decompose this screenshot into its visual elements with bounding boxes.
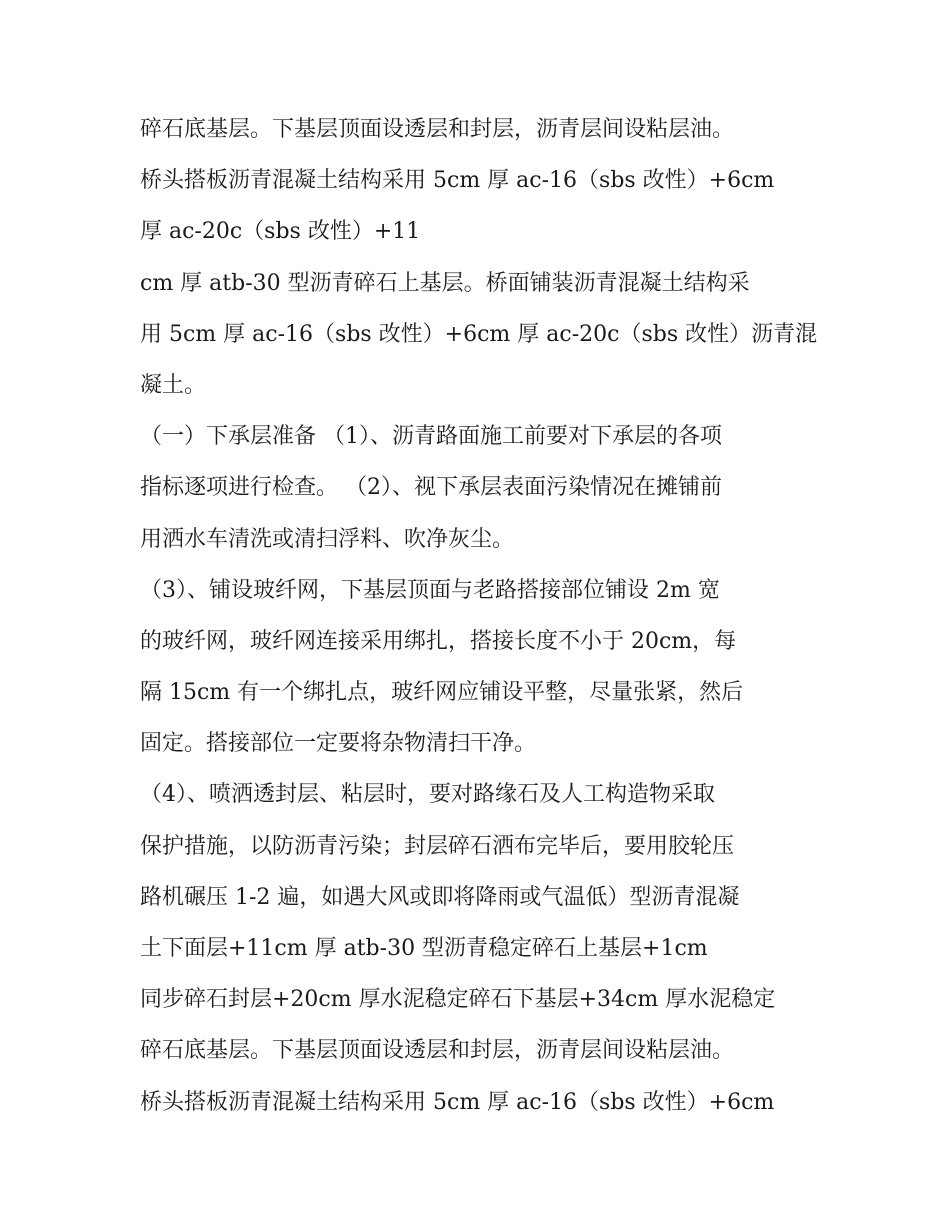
text-line: 凝土。: [140, 372, 207, 398]
text-line: （一）下承层准备 （1）、沥青路面施工前要对下承层的各项: [140, 424, 722, 450]
text-line: 同步碎石封层+20cm 厚水泥稳定碎石下基层+34cm 厚水泥稳定: [140, 987, 776, 1013]
text-line: 碎石底基层。下基层顶面设透层和封层，沥青层间设粘层油。: [140, 1038, 735, 1064]
text-line: 碎石底基层。下基层顶面设透层和封层，沥青层间设粘层油。: [140, 117, 735, 142]
text-line: 保护措施，以防沥青污染；封层碎石洒布完毕后，要用胶轮压: [140, 833, 735, 859]
text-line: cm 厚 atb-30 型沥青碎石上基层。桥面铺装沥青混凝土结构采: [140, 270, 750, 296]
text-line: 厚 ac-20c（sbs 改性）+11: [140, 219, 421, 245]
text-line: （4）、喷洒透封层、粘层时，要对路缘石及人工构造物采取: [140, 782, 715, 808]
text-line: 隔 15cm 有一个绑扎点，玻纤网应铺设平整，尽量张紧，然后: [140, 680, 744, 706]
text-line: 指标逐项进行检查。 （2）、视下承层表面污染情况在摊铺前: [140, 475, 722, 501]
document-body: [140, 104, 820, 1128]
text-line: （3）、铺设玻纤网，下基层顶面与老路搭接部位铺设 2m 宽: [140, 577, 720, 603]
text-line: 用洒水车清洗或清扫浮料、吹净灰尘。: [140, 526, 515, 552]
text-line: 用 5cm 厚 ac-16（sbs 改性）+6cm 厚 ac-20c（sbs 改性）沥青混: [140, 321, 818, 347]
text-line: 固定。搭接部位一定要将杂物清扫干净。: [140, 731, 537, 757]
text-line: 土下面层+11cm 厚 atb-30 型沥青稳定碎石上基层+1cm: [140, 936, 708, 961]
text-line: 桥头搭板沥青混凝土结构采用 5cm 厚 ac-16（sbs 改性）+6cm: [140, 1089, 775, 1115]
text-line: 路机碾压 1-2 遍，如遇大风或即将降雨或气温低）型沥青混凝: [140, 884, 740, 910]
text-line: 桥头搭板沥青混凝土结构采用 5cm 厚 ac-16（sbs 改性）+6cm: [140, 168, 775, 194]
text-line: 的玻纤网，玻纤网连接采用绑扎，搭接长度不小于 20cm，每: [140, 628, 737, 654]
